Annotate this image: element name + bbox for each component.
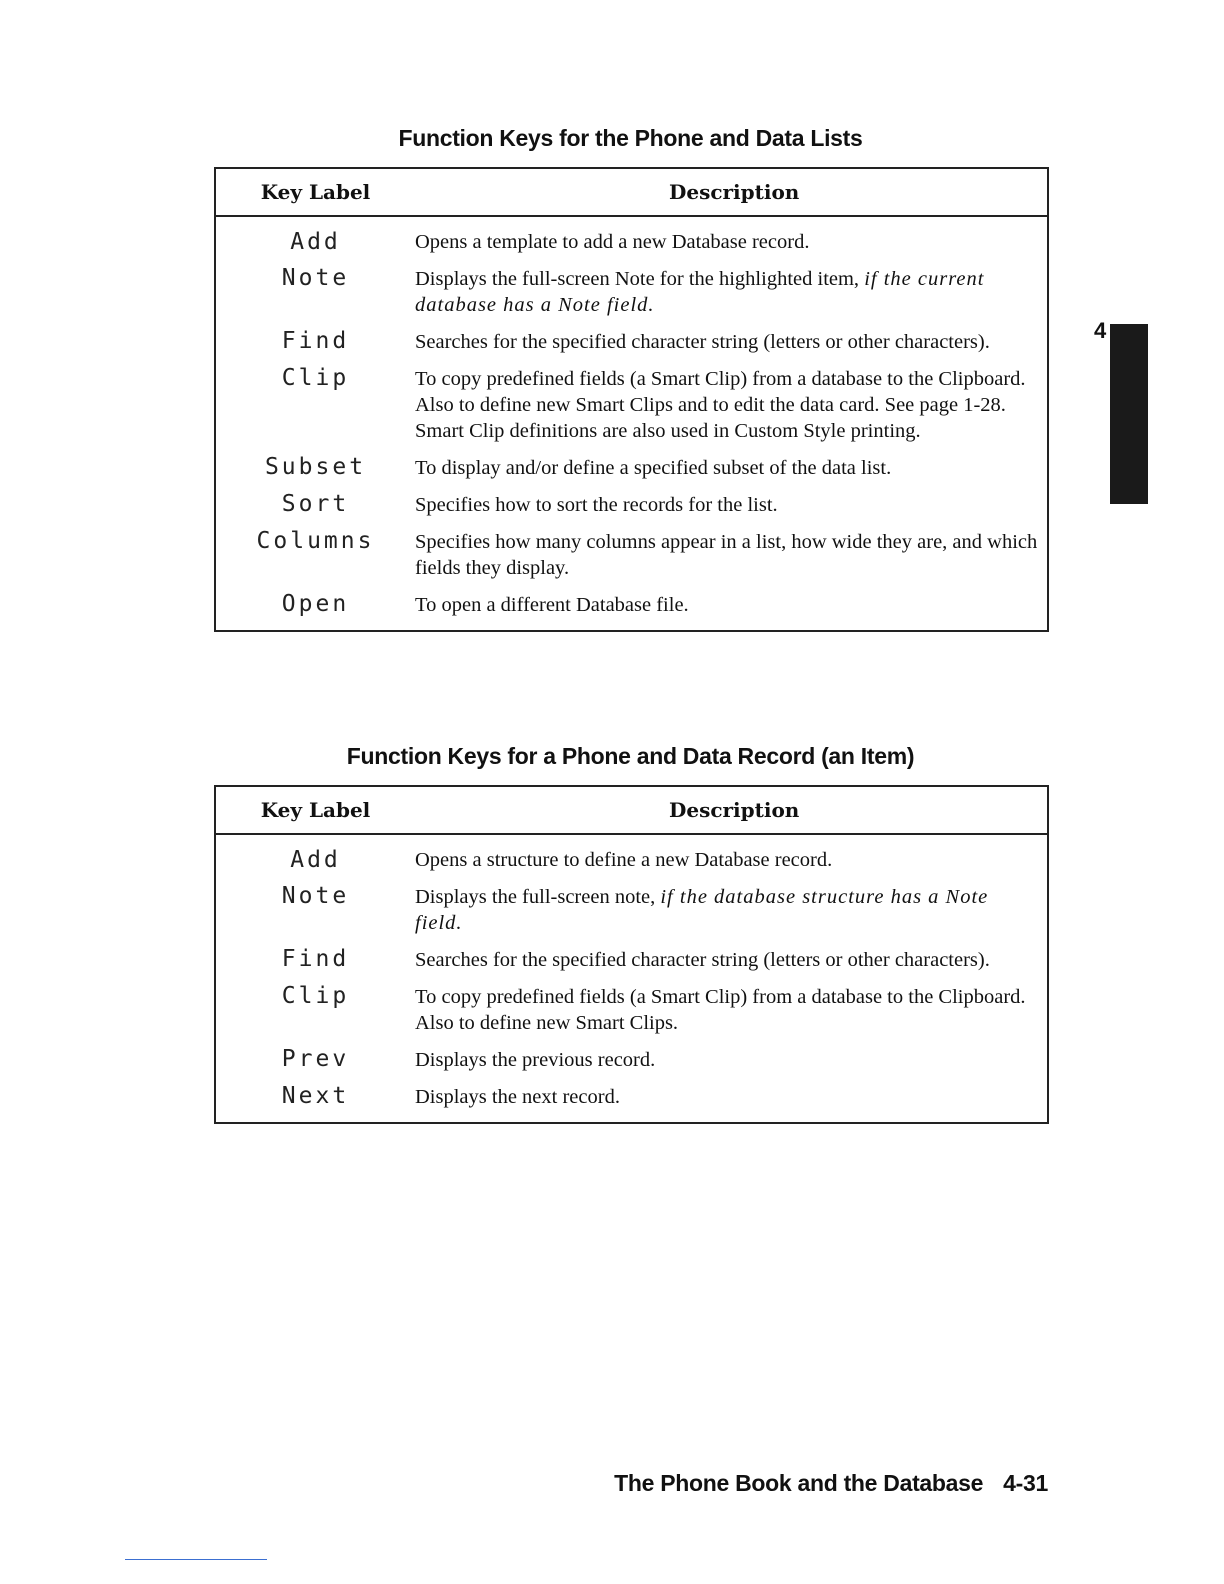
table-row <box>215 481 1048 518</box>
table-2-title: Function Keys for a Phone and Data Record (an Item) <box>346 743 915 769</box>
description-header: Description <box>415 786 1048 834</box>
key-description: Specifies how to sort the records for the list. <box>415 494 778 516</box>
key-label-clip: Clip <box>281 365 350 391</box>
key-description: Opens a template to add a new Database record. <box>415 231 810 253</box>
table-row <box>215 318 1048 355</box>
key-label-clip: Clip <box>281 983 350 1009</box>
description-header: Description <box>415 168 1048 216</box>
table-row <box>215 216 1048 255</box>
description-text: Displays the full-screen Note for the highlighted item, <box>415 268 860 290</box>
table-row <box>215 255 1048 318</box>
description-text: Displays the full-screen note, <box>415 886 656 908</box>
chapter-thumb-tab <box>1110 324 1148 504</box>
function-keys-table-lists <box>214 167 1049 632</box>
key-label-next: Next <box>281 1083 350 1109</box>
key-description: Opens a structure to define a new Database record. <box>415 849 833 871</box>
table-header-row <box>215 786 1048 834</box>
chapter-thumb-label: 4 <box>1094 318 1107 343</box>
table-row <box>215 873 1048 936</box>
key-label-header: Key Label <box>215 168 415 216</box>
description-italic-text: if the database structure has a Note field. <box>415 886 989 934</box>
table-row <box>215 444 1048 481</box>
key-description: Searches for the specified character string (letters or other characters). <box>415 949 990 971</box>
key-label-add: Add <box>290 229 341 255</box>
description-italic-text: if the current database has a Note field. <box>415 268 985 316</box>
footer-section-title: The Phone Book and the Database <box>614 1470 984 1496</box>
key-description: Displays the next record. <box>415 1086 620 1108</box>
key-description: To copy predefined fields (a Smart Clip) from a database to the Clipboard. Also to define new Smart Clips and to edit the data card. See page 1-28. Smart Clip definitions are also used in Custom Style printing. <box>415 368 1026 442</box>
key-description: Displays the previous record. <box>415 1049 656 1071</box>
key-label-header: Key Label <box>215 786 415 834</box>
key-description <box>415 255 1048 318</box>
key-description <box>415 873 1048 936</box>
key-label-subset: Subset <box>264 454 367 480</box>
table-1-title: Function Keys for the Phone and Data Lists <box>398 125 863 151</box>
key-label-add: Add <box>290 847 341 873</box>
table-row <box>215 581 1048 631</box>
table-row <box>215 355 1048 444</box>
table-row <box>215 834 1048 873</box>
function-keys-table-record <box>214 785 1049 1124</box>
key-label-prev: Prev <box>281 1046 350 1072</box>
table-row <box>215 1036 1048 1073</box>
table-row <box>215 1073 1048 1123</box>
key-label-note: Note <box>281 265 350 291</box>
key-description: To open a different Database file. <box>415 594 689 616</box>
key-label-find: Find <box>281 946 350 972</box>
key-label-find: Find <box>281 328 350 354</box>
page-footer <box>614 1470 1048 1497</box>
key-description: To display and/or define a specified subset of the data list. <box>415 457 892 479</box>
key-description: To copy predefined fields (a Smart Clip) from a database to the Clipboard. Also to define new Smart Clips. <box>415 986 1026 1034</box>
key-label-sort: Sort <box>281 491 350 517</box>
table-row <box>215 518 1048 581</box>
table-row <box>215 936 1048 973</box>
key-description: Searches for the specified character string (letters or other characters). <box>415 331 990 353</box>
key-label-columns: Columns <box>256 528 375 554</box>
table-header-row <box>215 168 1048 216</box>
page-number: 4-31 <box>1003 1470 1048 1496</box>
key-label-note: Note <box>281 883 350 909</box>
key-description: Specifies how many columns appear in a list, how wide they are, and which fields they display. <box>415 531 1038 579</box>
bottom-rule <box>125 1559 267 1560</box>
key-label-open: Open <box>281 591 350 617</box>
table-row <box>215 973 1048 1036</box>
